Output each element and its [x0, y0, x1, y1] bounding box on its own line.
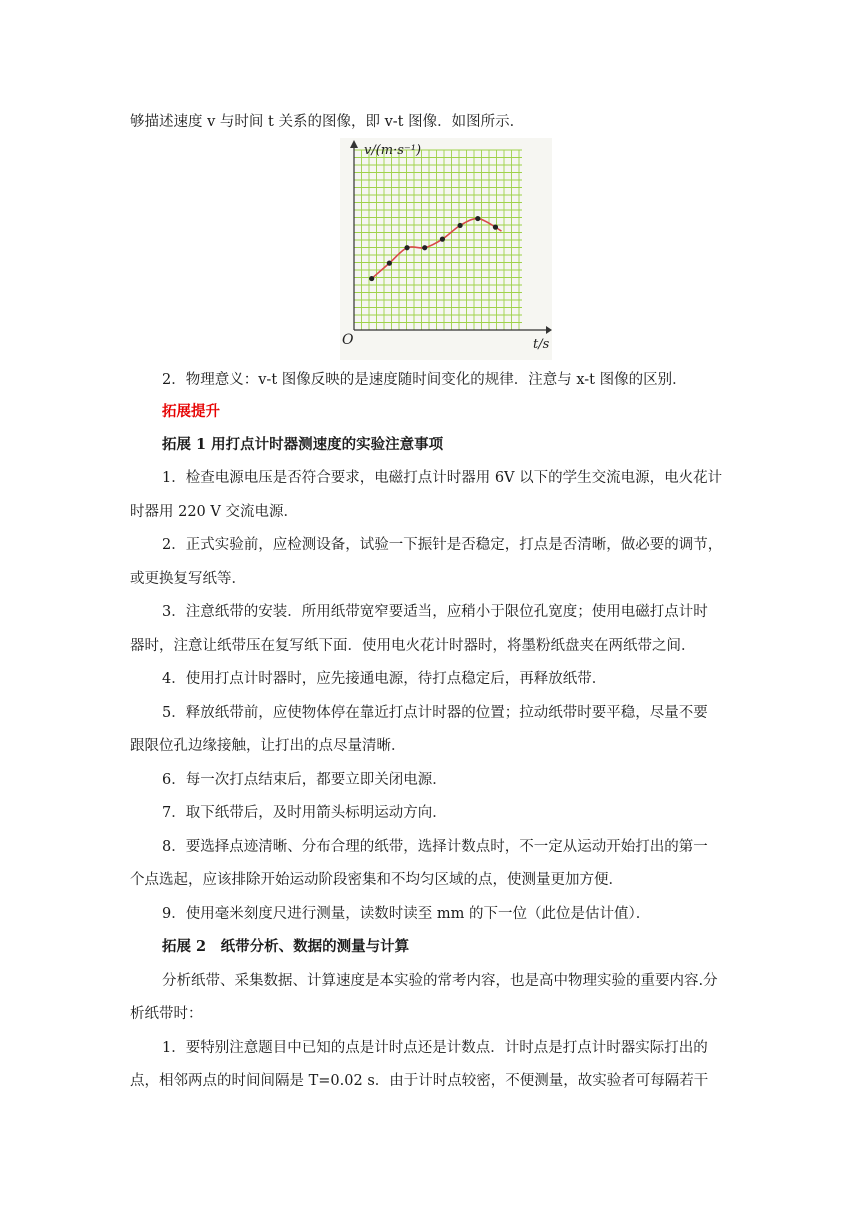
ext1-line: 时器用 220 V 交流电源． [130, 504, 298, 520]
data-point [458, 223, 463, 228]
ext1-line: 9．使用毫米刻度尺进行测量，读数时读至 mm 的下一位（此位是估计值）． [162, 906, 651, 922]
ext1-line: 4．使用打点计时器时，应先接通电源，待打点稳定后，再释放纸带． [162, 671, 607, 687]
y-axis-label: v/(m·s⁻¹) [364, 143, 422, 158]
origin-label: O [342, 332, 354, 348]
ext1-line: 3．注意纸带的安装．所用纸带宽窄要适当，应稍小于限位孔宽度；使用电磁打点计时 [162, 604, 708, 620]
data-point [475, 216, 480, 221]
ext1-line: 6．每一次打点结束后，都要立即关闭电源． [162, 772, 447, 788]
ext1-line: 8．要选择点迹清晰、分布合理的纸带，选择计数点时，不一定从运动开始打出的第一 [162, 839, 708, 855]
ext1-line: 5．释放纸带前，应使物体停在靠近打点计时器的位置；拉动纸带时要平稳，尽量不要 [162, 705, 708, 721]
section-title: 拓展提升 [162, 403, 220, 420]
data-point [440, 237, 445, 242]
ext2-line: 1．要特别注意题目中已知的点是计时点还是计数点．计时点是打点计时器实际打出的 [162, 1040, 708, 1056]
ext1-line: 个点选起，应该排除开始运动阶段密集和不均匀区域的点，使测量更加方便． [130, 872, 623, 888]
ext2-line: 点，相邻两点的时间间隔是 T=0.02 s．由于计时点较密，不便测量，故实验者可每隔若干 [130, 1073, 709, 1089]
ext1-title: 拓展 1 用打点计时器测速度的实验注意事项 [162, 436, 444, 453]
point-2: 2．物理意义：v-t 图像反映的是速度随时间变化的规律．注意与 x-t 图像的区别． [162, 372, 687, 388]
ext2-line: 分析纸带、采集数据、计算速度是本实验的常考内容，也是高中物理实验的重要内容.分 [162, 973, 718, 989]
figure-background [340, 138, 552, 360]
data-point [369, 276, 374, 281]
data-point [493, 225, 498, 230]
data-point [422, 245, 427, 250]
vt-graph [340, 138, 552, 360]
ext1-line: 1．检查电源电压是否符合要求，电磁打点计时器用 6V 以下的学生交流电源，电火花计 [162, 470, 723, 486]
ext1-line: 2．正式实验前，应检测设备，试验一下振针是否稳定，打点是否清晰，做必要的调节， [162, 537, 723, 553]
ext2-line: 析纸带时： [130, 1006, 203, 1022]
ext1-line: 器时，注意让纸带压在复写纸下面．使用电火花计时器时，将墨粉纸盘夹在两纸带之间． [130, 638, 696, 654]
data-point [387, 261, 392, 266]
ext1-line: 跟限位孔边缘接触，让打出的点尽量清晰． [130, 738, 406, 754]
vt-graph-figure [340, 138, 552, 360]
x-axis-label: t/s [533, 337, 550, 352]
ext2-title: 拓展 2 纸带分析、数据的测量与计算 [162, 938, 410, 955]
ext1-line: 或更换复写纸等． [130, 571, 246, 587]
data-point [404, 245, 409, 250]
ext1-line: 7．取下纸带后，及时用箭头标明运动方向． [162, 805, 447, 821]
intro-line: 够描述速度 v 与时间 t 关系的图像，即 v-t 图像．如图所示． [130, 114, 525, 130]
